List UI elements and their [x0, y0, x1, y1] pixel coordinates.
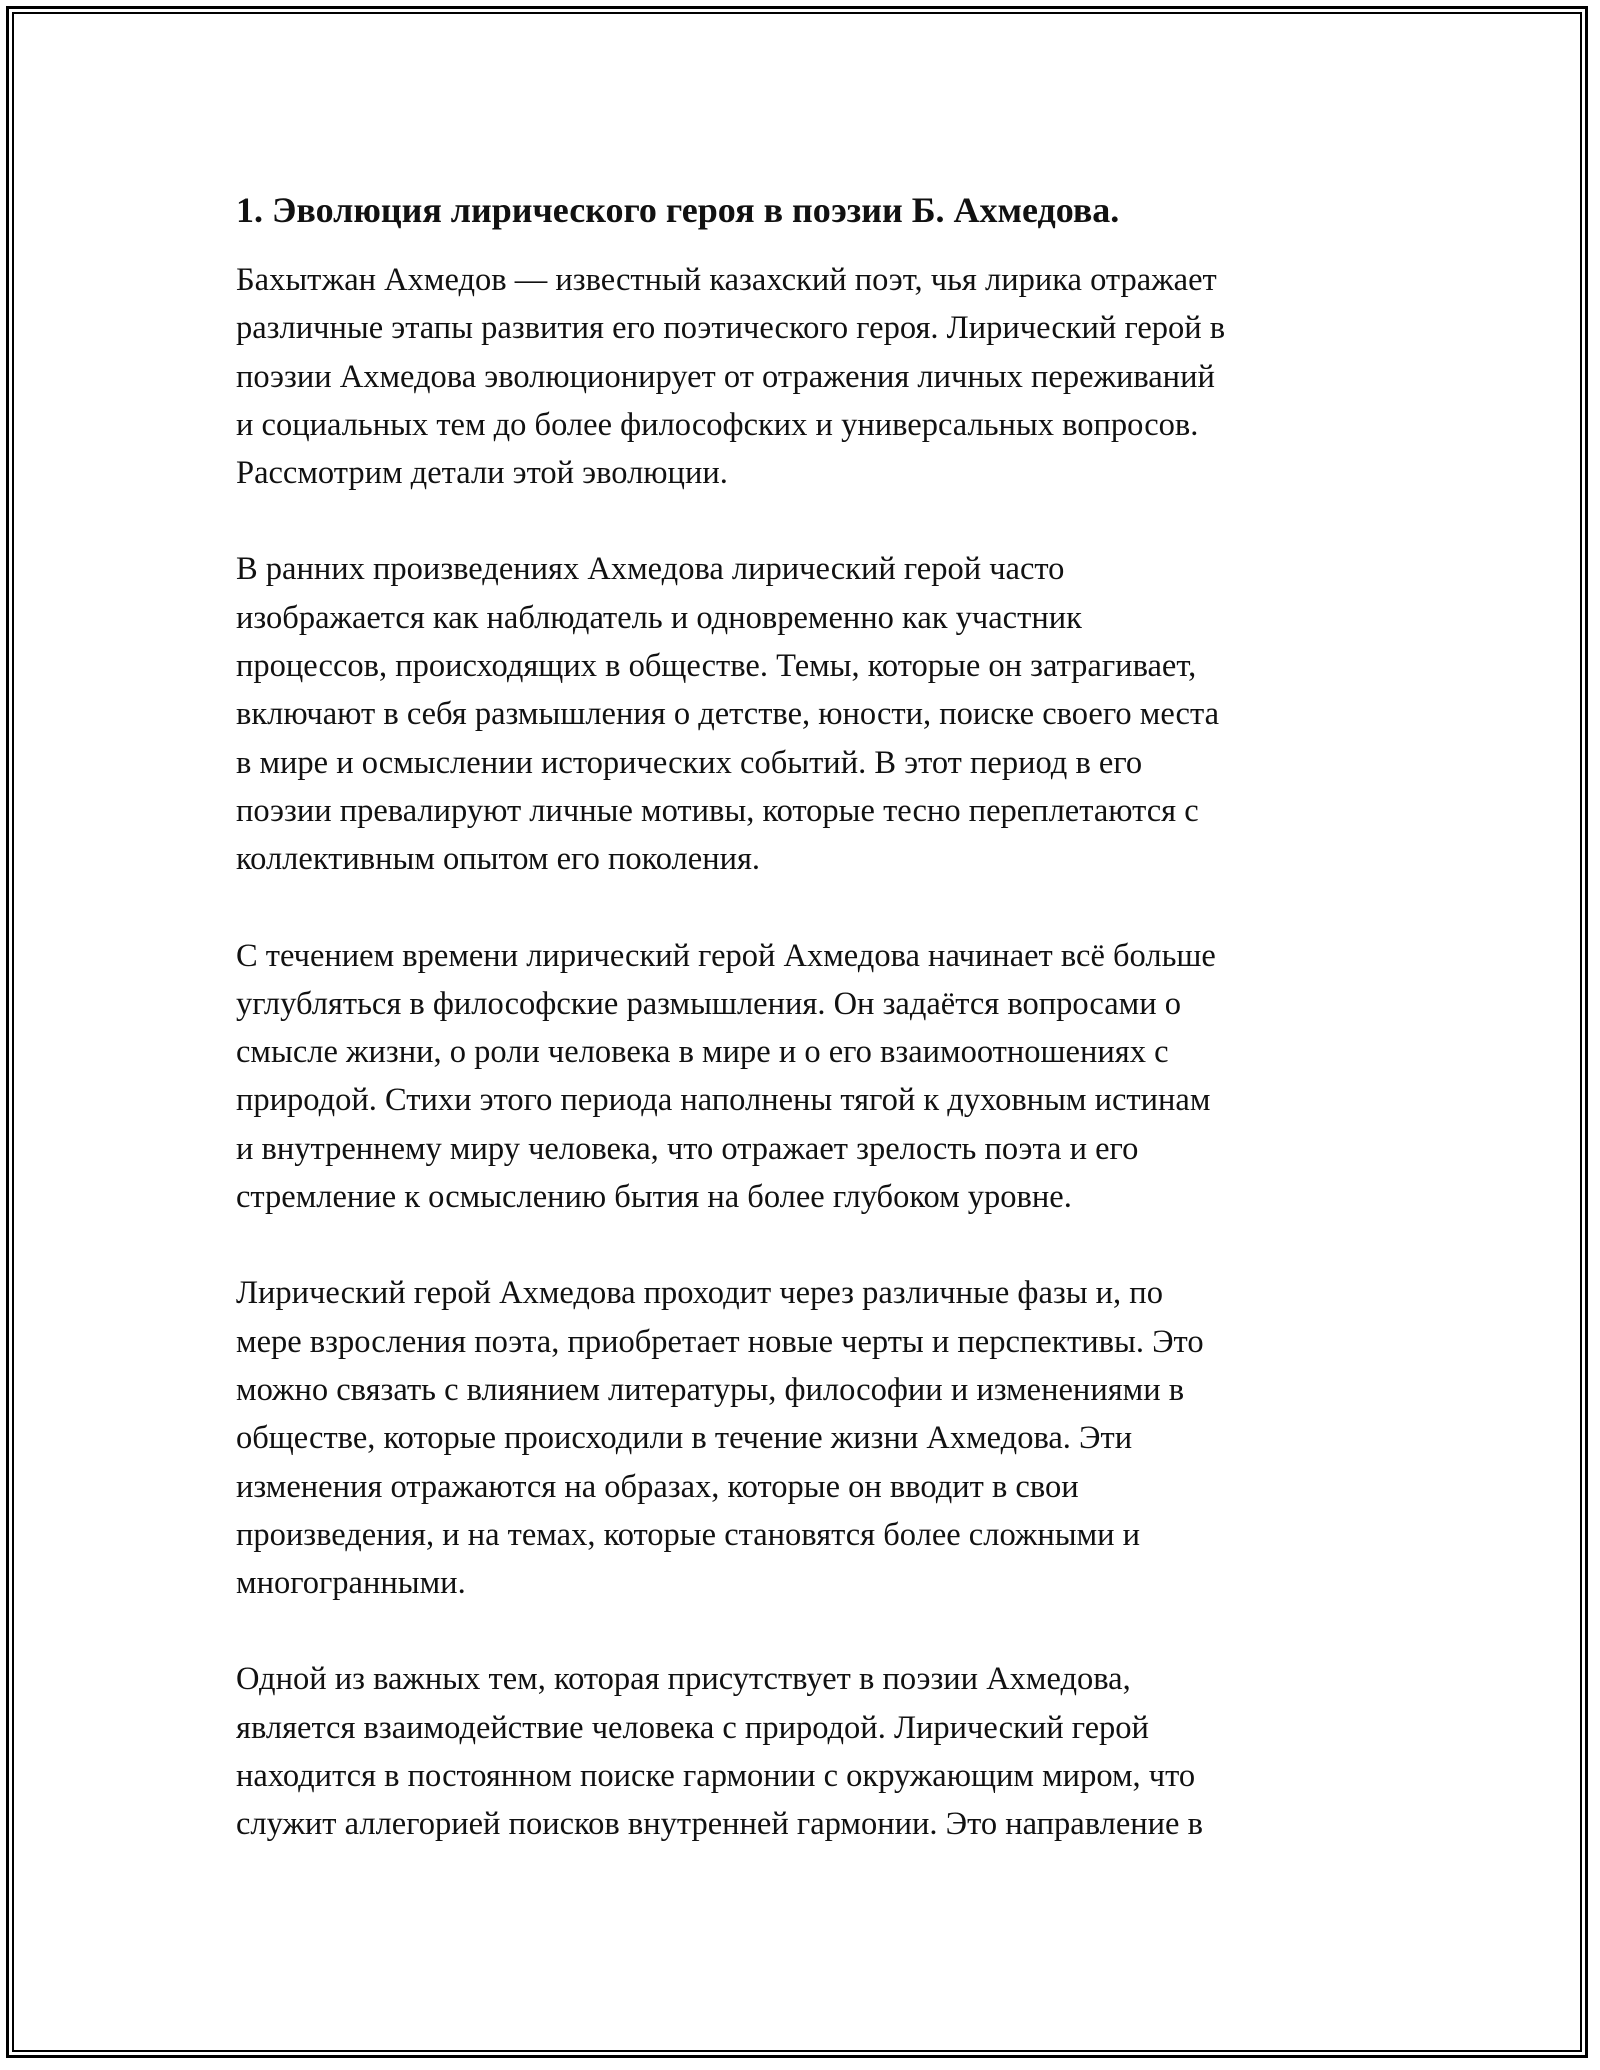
paragraph-nature	[236, 1655, 1360, 1848]
text-line: Одной из важных тем, которая присутствует в поэзии Ахмедова,	[236, 1661, 1131, 1698]
text-line: служит аллегорией поисков внутренней гармонии. Это направление в	[236, 1806, 1203, 1843]
text-line: и внутреннему миру человека, что отражает зрелость поэта и его	[236, 1130, 1139, 1167]
text-line: процессов, происходящих в обществе. Темы, которые он затрагивает,	[236, 648, 1197, 685]
text-line: различные этапы развития его поэтического героя. Лирический герой в	[236, 310, 1226, 347]
text-line: стремление к осмыслению бытия на более глубоком уровне.	[236, 1179, 1072, 1216]
text-line: произведения, и на темах, которые становятся более сложными и	[236, 1516, 1141, 1553]
text-line: углубляться в философские размышления. Он задаётся вопросами о	[236, 985, 1181, 1022]
text-line: изображается как наблюдатель и одновременно как участник	[236, 599, 1082, 636]
text-line: в мире и осмыслении исторических событий. В этот период в его	[236, 744, 1143, 781]
text-line: поэзии превалируют личные мотивы, которые тесно переплетаются с	[236, 792, 1199, 829]
text-line: С течением времени лирический герой Ахмедова начинает всё больше	[236, 937, 1216, 974]
text-line: Бахытжан Ахмедов — известный казахский поэт, чья лирика отражает	[236, 262, 1217, 298]
text-line: мере взросления поэта, приобретает новые черты и перспективы. Это	[236, 1323, 1204, 1360]
text-line: природой. Стихи этого периода наполнены тягой к духовным истинам	[236, 1082, 1211, 1119]
text-line: В ранних произведениях Ахмедова лирический герой часто	[236, 551, 1065, 588]
text-line: и социальных тем до более философских и универсальных вопросов.	[236, 406, 1199, 443]
text-line: многогранными.	[236, 1565, 466, 1602]
paragraph-philosophical	[236, 932, 1360, 1222]
text-line: Рассмотрим детали этой эволюции.	[236, 455, 728, 492]
text-line: Лирический герой Ахмедова проходит через различные фазы и, по	[236, 1275, 1163, 1312]
paragraph-phases	[236, 1269, 1360, 1607]
text-line: смысле жизни, о роли человека в мире и о его взаимоотношениях с	[236, 1034, 1169, 1071]
text-line: является взаимодействие человека с природой. Лирический герой	[236, 1709, 1149, 1746]
text-line: включают в себя размышления о детстве, юности, поиске своего места	[236, 696, 1219, 733]
text-line: изменения отражаются на образах, которые он вводит в свои	[236, 1468, 1079, 1505]
paragraph-early-works	[236, 545, 1360, 883]
text-line: коллективным опытом его поколения.	[236, 841, 761, 878]
text-line: поэзии Ахмедова эволюционирует от отражения личных переживаний	[236, 358, 1215, 395]
section-heading: 1. Эволюция лирического героя в поэзии Б. Ахмедова.	[236, 190, 1120, 230]
document-body	[236, 186, 1360, 1897]
text-line: находится в постоянном поиске гармонии с окружающим миром, что	[236, 1758, 1196, 1795]
paragraph-intro	[236, 256, 1360, 497]
text-line: можно связать с влиянием литературы, философии и изменениями в	[236, 1371, 1185, 1408]
text-line: обществе, которые происходили в течение жизни Ахмедова. Эти	[236, 1420, 1133, 1457]
